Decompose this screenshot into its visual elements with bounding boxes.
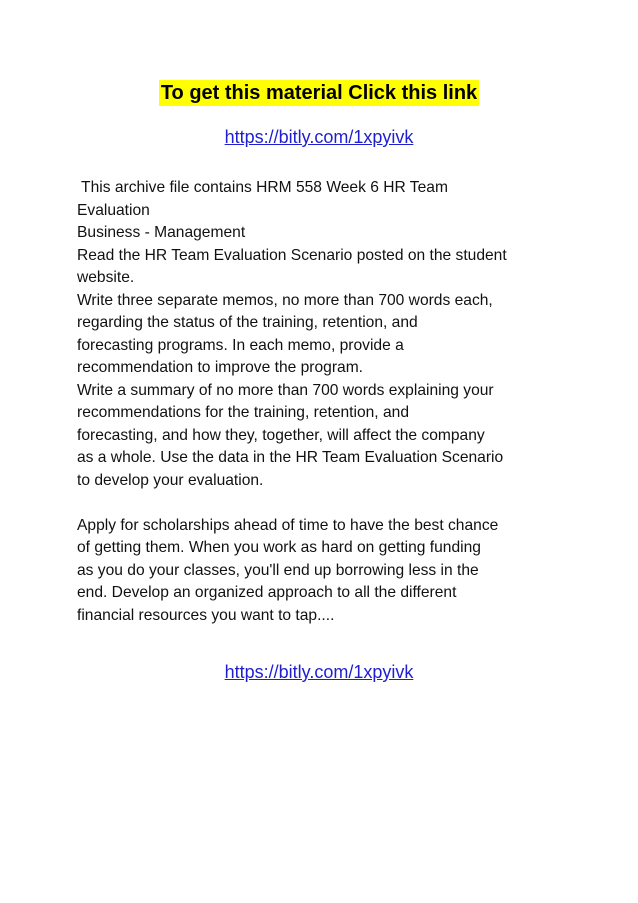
page-title: To get this material Click this link	[160, 82, 478, 104]
paragraph-line: This archive file contains HRM 558 Week 6 HR Team	[77, 179, 448, 196]
paragraph-line: Write a summary of no more than 700 words explaining your	[77, 381, 494, 399]
paragraph-line: of getting them. When you work as hard on getting funding	[77, 539, 481, 556]
paragraph-line: financial resources you want to tap....	[77, 606, 335, 624]
paragraph-line: Write three separate memos, no more than 700 words each,	[77, 291, 493, 309]
title-container	[0, 80, 638, 106]
bottom-link-container	[0, 660, 638, 684]
paragraph-line: end. Develop an organized approach to all the different	[77, 584, 457, 601]
paragraph-line: as you do your classes, you'll end up borrowing less in the	[77, 561, 479, 579]
paragraph-line: recommendation to improve the program.	[77, 359, 364, 376]
paragraph-line: regarding the status of the training, retention, and	[77, 314, 418, 331]
material-link-top[interactable]: https://bitly.com/1xpyivk	[224, 127, 414, 147]
paragraph-line: Apply for scholarships ahead of time to have the best chance	[77, 516, 499, 534]
material-link-bottom[interactable]: https://bitly.com/1xpyivk	[224, 662, 414, 682]
top-link-container	[0, 125, 638, 149]
paragraph-line: Evaluation	[77, 201, 150, 219]
paragraph-line: website.	[77, 269, 135, 286]
paragraph-line: Business - Management	[77, 224, 246, 241]
paragraph-gap	[77, 492, 572, 515]
body-text	[77, 177, 572, 627]
paragraph-line: forecasting programs. In each memo, provide a	[77, 336, 404, 354]
paragraph-line: recommendations for the training, retention, and	[77, 404, 409, 421]
paragraph-line: Read the HR Team Evaluation Scenario posted on the student	[77, 246, 507, 264]
paragraph-line: to develop your evaluation.	[77, 471, 264, 489]
paragraph-line: as a whole. Use the data in the HR Team Evaluation Scenario	[77, 449, 504, 466]
paragraph-line: forecasting, and how they, together, will affect the company	[77, 426, 485, 444]
